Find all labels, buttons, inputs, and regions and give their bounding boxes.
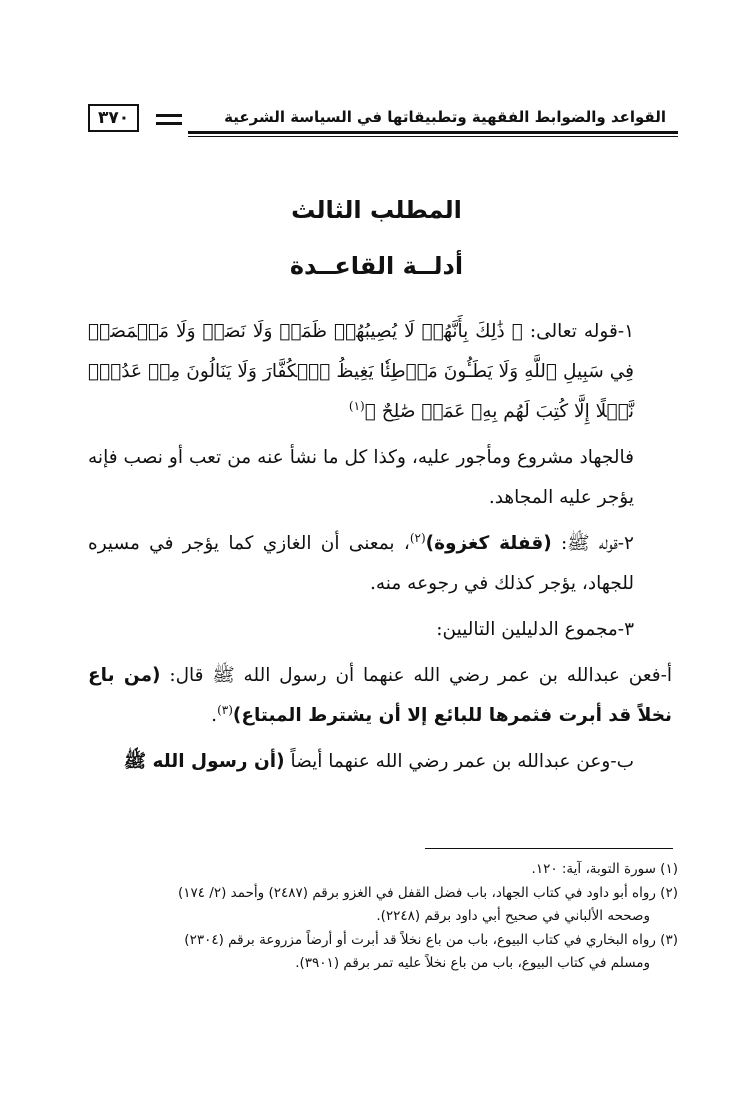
hadith-text-1: (قفلة كغزوة) bbox=[425, 533, 552, 554]
header-title: القواعد والضوابط الفقهية وتطبيقاتها في السياسة الشرعية bbox=[224, 108, 666, 126]
section-heading: المطلب الثالث bbox=[291, 196, 462, 224]
header-dash-bottom bbox=[156, 122, 182, 125]
footnote-continuation: وصححه الألباني في صحيح أبي داود برقم (٢٢٤٨). bbox=[376, 908, 650, 924]
header-rule-thin bbox=[188, 136, 678, 137]
footnote: (١) سورة التوبة، آية: ١٢٠. bbox=[531, 861, 678, 877]
footnote-separator bbox=[425, 848, 673, 849]
footnote-continuation: ومسلم في كتاب البيوع، باب من باع نخلاً عليه تمر برقم (٣٩٠١). bbox=[295, 955, 650, 971]
header-dash-top bbox=[156, 114, 182, 117]
footnote-ref-3: (٣) bbox=[217, 702, 233, 717]
footnote: (٣) رواه البخاري في كتاب البيوع، باب من باع نخلاً قد أبرت أو أرضاً مزروعة برقم (٢٣٠٤) bbox=[184, 931, 678, 948]
evidence-3a-intro: أ-فعن عبدالله بن عمر رضي الله عنهما أن رسول الله ﷺ قال: bbox=[160, 665, 673, 686]
evidence-2-rest: ، بمعنى أن الغازي كما يؤجر في مسيره للجهاد، يؤجر كذلك في رجوعه منه. bbox=[88, 533, 634, 594]
paragraph-evidence-1 bbox=[88, 312, 672, 432]
footnote-ref-2: (٢) bbox=[409, 530, 426, 545]
paragraph-evidence-3b bbox=[88, 742, 672, 782]
paragraph-evidence-3: ٣-مجموع الدليلين التاليين: bbox=[436, 619, 634, 640]
paragraph-explanation: فالجهاد مشروع ومأجور عليه، وكذا كل ما نشأ عنه من تعب أو نصب فإنه يؤجر عليه المجاهد. bbox=[88, 447, 634, 508]
quran-verse: ﴿ ذَٰلِكَ بِأَنَّهُمۡ لَا يُصِيبُهُمۡ ظَمَأٞ وَلَا نَصَبٞ وَلَا مَخۡمَصَةٞ فِي سَبِيلِ ٱللَّهِ وَلَا يَطَـُٔونَ مَوۡطِئٗا يَغِيظُ ٱلۡكُفَّارَ وَلَا يَنَالُونَ مِنۡ عَدُوّٖ نَّيۡلًا إِلَّا كُتِبَ لَهُم بِهِۦ عَمَلٞ صَٰلِحٌ ﴾ bbox=[88, 321, 634, 422]
hadith-text-2: (من باع نخلاً قد أبرت فثمرها للبائع إلا أن يشترط المبتاع) bbox=[88, 665, 672, 726]
evidence-1-intro: ١-قوله تعالى: bbox=[522, 321, 635, 342]
running-header bbox=[88, 100, 678, 144]
footnote: (٢) رواه أبو داود في كتاب الجهاد، باب فضل القفل في الغزو برقم (٢٤٨٧) وأحمد (٢/ ١٧٤) bbox=[177, 884, 678, 901]
section-subtitle: أدلــة القاعــدة bbox=[289, 252, 464, 280]
header-rule bbox=[188, 131, 678, 134]
hadith-text-3: (أن رسول الله ﷺ bbox=[123, 751, 285, 772]
paragraph-evidence-3a bbox=[88, 656, 672, 736]
page-number: ٣٧٠ bbox=[88, 104, 139, 132]
main-text bbox=[88, 312, 672, 788]
evidence-3a-end: . bbox=[211, 705, 218, 726]
footnote-ref-1: (١) bbox=[348, 398, 365, 413]
evidence-2-intro: ٢-قوله ﷺ: bbox=[551, 533, 634, 554]
paragraph-evidence-2 bbox=[88, 524, 672, 604]
footnotes bbox=[88, 858, 678, 976]
evidence-3b-intro: ب-وعن عبدالله بن عمر رضي الله عنهما أيضاً bbox=[284, 751, 634, 772]
